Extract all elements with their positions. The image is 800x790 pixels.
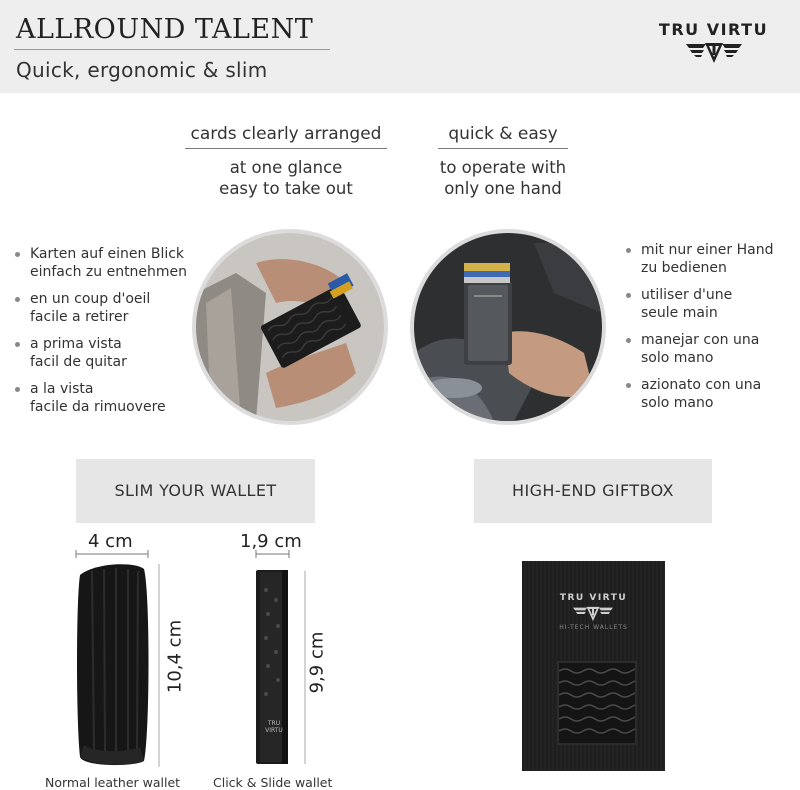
slide-height-label: 9,9 cm (306, 631, 328, 694)
list-item: mit nur einer Hand zu bedienen (626, 241, 798, 277)
slide-width-label: 1,9 cm (240, 531, 302, 552)
photo-hand-in-car (410, 229, 606, 425)
photo-hands-wallet (192, 229, 388, 425)
bullet-icon (626, 383, 631, 388)
giftbox-emblem-icon (573, 606, 613, 622)
bullet-icon (15, 297, 20, 302)
header-banner (0, 0, 800, 93)
multilingual-list-left (15, 245, 205, 425)
bullet-icon (15, 342, 20, 347)
list-item: Karten auf einen Blick einfach zu entnehmen (15, 245, 205, 281)
leather-width-label: 4 cm (88, 531, 133, 552)
giftbox-illustration (522, 561, 665, 771)
leather-height-dimension-line (154, 563, 164, 769)
feature-desc-cards (185, 157, 387, 199)
feature-desc-quick (423, 157, 583, 199)
slide-wallet-illustration (256, 570, 290, 766)
giftbox-label: HIGH-END GIFTBOX (474, 459, 712, 523)
hands-wallet-illustration (196, 233, 384, 421)
giftbox-brand: TRU VIRTU (559, 593, 628, 603)
multilingual-list-right (626, 241, 798, 421)
bullet-icon (626, 293, 631, 298)
giftbox-croc-texture (559, 663, 635, 743)
bullet-icon (626, 248, 631, 253)
brand-logo (641, 20, 786, 64)
leather-height-label: 10,4 cm (164, 619, 186, 694)
page-subtitle: Quick, ergonomic & slim (16, 58, 268, 82)
slide-wallet-brand: TRU VIRTU (265, 720, 283, 734)
list-item: a la vista facile da rimuovere (15, 380, 205, 416)
leather-width-dimension-line (75, 548, 151, 558)
list-item: utiliser d'une seule main (626, 286, 798, 322)
title-divider (14, 49, 330, 50)
slide-width-dimension-line (254, 548, 294, 558)
giftbox-window (557, 661, 637, 745)
slide-wallet-caption: Click & Slide wallet (213, 775, 333, 790)
bullet-icon (15, 387, 20, 392)
feature-heading-quick: quick & easy (448, 124, 558, 144)
brand-name: TRU VIRTU (658, 20, 769, 39)
slim-wallet-label: SLIM YOUR WALLET (76, 459, 315, 523)
feature-desc-line: at one glance (229, 158, 343, 177)
feature-rule-cards (185, 148, 387, 149)
leather-wallet-caption: Normal leather wallet (45, 775, 181, 790)
list-item: a prima vista facil de quitar (15, 335, 205, 371)
feature-desc-line: to operate with (439, 158, 567, 177)
feature-desc-line: only one hand (444, 179, 562, 198)
page-title: ALLROUND TALENT (16, 14, 314, 45)
feature-heading-cards: cards clearly arranged (190, 124, 382, 144)
giftbox-tagline: HI-TECH WALLETS (559, 624, 628, 631)
feature-desc-line: easy to take out (219, 179, 353, 198)
hand-car-illustration (414, 233, 602, 421)
leather-wallet-illustration (74, 561, 154, 769)
list-item: azionato con una solo mano (626, 376, 798, 412)
bullet-icon (626, 338, 631, 343)
list-item: en un coup d'oeil facile a retirer (15, 290, 205, 326)
feature-rule-quick (438, 148, 568, 149)
tv-emblem-icon (686, 42, 742, 64)
list-item: manejar con una solo mano (626, 331, 798, 367)
bullet-icon (15, 252, 20, 257)
